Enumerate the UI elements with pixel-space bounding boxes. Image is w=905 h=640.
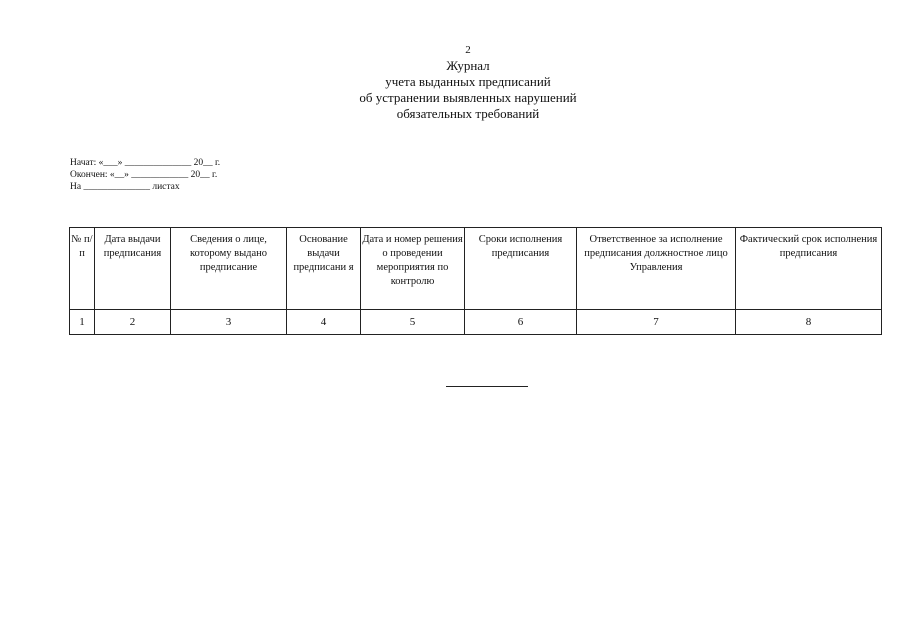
column-number-cell: 6 <box>465 310 577 335</box>
column-number-cell: 7 <box>577 310 736 335</box>
page-number: 2 <box>465 44 471 56</box>
end-divider <box>446 386 528 387</box>
title-line-4: обязательных требований <box>396 106 540 121</box>
journal-meta <box>70 157 220 193</box>
column-number-cell: 4 <box>287 310 361 335</box>
title-line-1: Журнал <box>446 58 490 73</box>
header-actual-deadline: Фактический срок исполнения предписания <box>736 228 882 310</box>
header-responsible-official: Ответственное за исполнение предписания должностное лицо Управления <box>577 228 736 310</box>
header-issue-date: Дата выдачи предписания <box>95 228 171 310</box>
column-number-cell: 3 <box>171 310 287 335</box>
header-deadlines: Сроки исполнения предписания <box>465 228 577 310</box>
column-number-cell: 1 <box>70 310 95 335</box>
column-number-cell: 8 <box>736 310 882 335</box>
journal-title <box>0 58 905 122</box>
header-decision-date-number: Дата и номер решения о проведении мероприятия по контролю <box>361 228 465 310</box>
header-number: № п/п <box>70 228 95 310</box>
prescriptions-table <box>69 227 882 335</box>
header-basis: Основание выдачи предписани я <box>287 228 361 310</box>
table-row <box>70 310 882 335</box>
start-date-line: Начат: «___» ______________ 20__ г. <box>70 158 221 168</box>
table-header-row <box>70 228 882 310</box>
column-number-cell: 5 <box>361 310 465 335</box>
sheets-count-line: На ______________ листах <box>70 182 180 192</box>
column-number-cell: 2 <box>95 310 171 335</box>
title-line-3: об устранении выявленных нарушений <box>359 90 577 105</box>
end-date-line: Окончен: «__» ____________ 20__ г. <box>70 170 218 180</box>
title-line-2: учета выданных предписаний <box>385 74 551 89</box>
header-person-info: Сведения о лице, которому выдано предписание <box>171 228 287 310</box>
